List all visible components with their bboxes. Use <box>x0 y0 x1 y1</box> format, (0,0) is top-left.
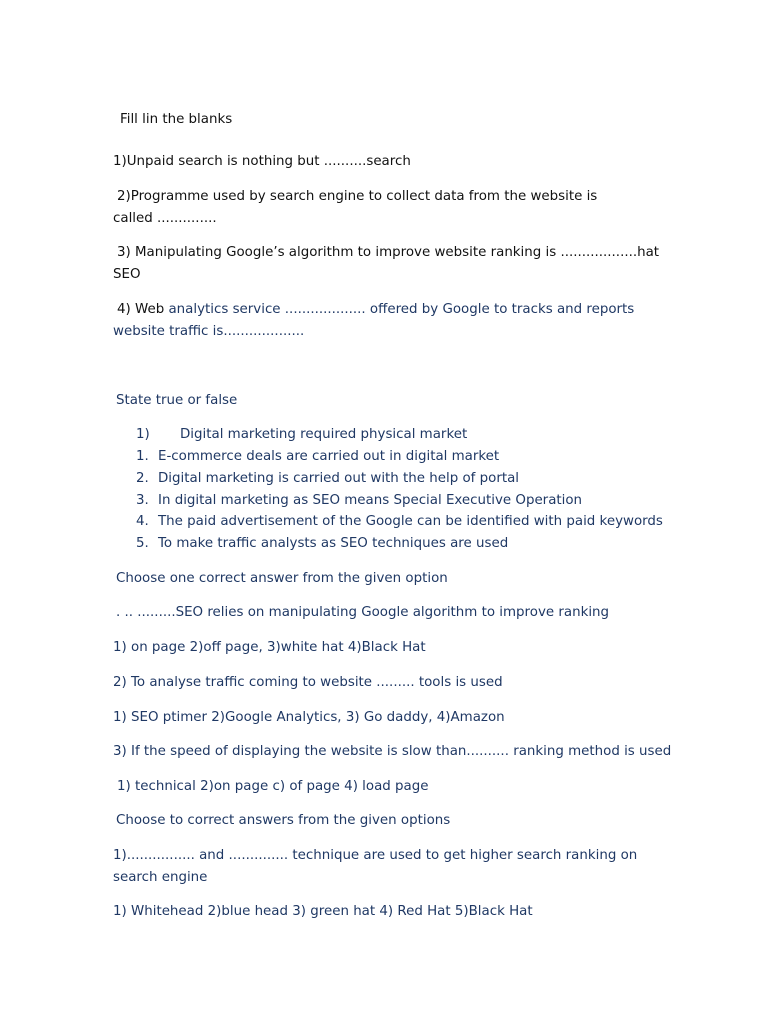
choose-one-question-3-options: 1) technical 2)on page c) of page 4) load page <box>117 779 429 794</box>
true-false-first-item: Digital marketing required physical market <box>180 427 468 442</box>
true-false-item: Digital marketing is carried out with the help of portal <box>158 471 520 486</box>
fill-blank-question-2-line-1: 2)Programme used by search engine to collect data from the website is <box>117 189 598 204</box>
fill-blank-question-4-line-1 <box>117 301 634 319</box>
true-false-item: To make traffic analysts as SEO techniques are used <box>158 536 509 551</box>
true-false-item-number: 4. <box>136 514 149 529</box>
choose-correct-question-1-options: 1) Whitehead 2)blue head 3) green hat 4) Red Hat 5)Black Hat <box>113 904 533 919</box>
question-4-rest: analytics service ................... offered by Google to tracks and reports <box>168 302 635 317</box>
choose-correct-question-1-line-1: 1)................ and .............. technique are used to get higher search ranking on <box>113 848 638 863</box>
true-false-item: E-commerce deals are carried out in digital market <box>158 449 500 464</box>
choose-one-question-1: . .. .........SEO relies on manipulating Google algorithm to improve ranking <box>116 605 610 620</box>
fill-blank-question-1: 1)Unpaid search is nothing but ..........search <box>113 154 411 169</box>
fill-blank-question-3-line-1: 3) Manipulating Google’s algorithm to improve website ranking is ..................hat <box>117 245 660 260</box>
true-false-item-number: 2. <box>136 471 149 486</box>
true-false-first-number: 1) <box>136 427 150 442</box>
choose-one-question-2: 2) To analyse traffic coming to website ......... tools is used <box>113 675 503 690</box>
choose-one-question-1-options: 1) on page 2)off page, 3)white hat 4)Black Hat <box>113 640 426 655</box>
choose-correct-question-1-line-2: search engine <box>113 870 208 885</box>
true-false-item: The paid advertisement of the Google can be identified with paid keywords <box>158 514 663 529</box>
question-4-prefix: 4) Web <box>117 302 165 317</box>
choose-one-question-2-options: 1) SEO ptimer 2)Google Analytics, 3) Go daddy, 4)Amazon <box>113 710 505 725</box>
true-false-item-number: 5. <box>136 536 149 551</box>
choose-one-heading: Choose one correct answer from the given option <box>116 571 448 586</box>
fill-blank-question-2-line-2: called .............. <box>113 211 217 226</box>
choose-correct-heading: Choose to correct answers from the given options <box>116 813 451 828</box>
fill-blanks-heading: Fill lin the blanks <box>120 112 233 127</box>
fill-blank-question-4-line-2: website traffic is................... <box>113 324 305 339</box>
fill-blank-question-3-line-2: SEO <box>113 267 141 282</box>
true-false-item-number: 3. <box>136 493 149 508</box>
choose-one-question-3: 3) If the speed of displaying the website is slow than.......... ranking method is used <box>113 744 672 759</box>
true-false-item-number: 1. <box>136 449 149 464</box>
true-false-heading: State true or false <box>116 393 238 408</box>
true-false-item: In digital marketing as SEO means Special Executive Operation <box>158 493 583 508</box>
